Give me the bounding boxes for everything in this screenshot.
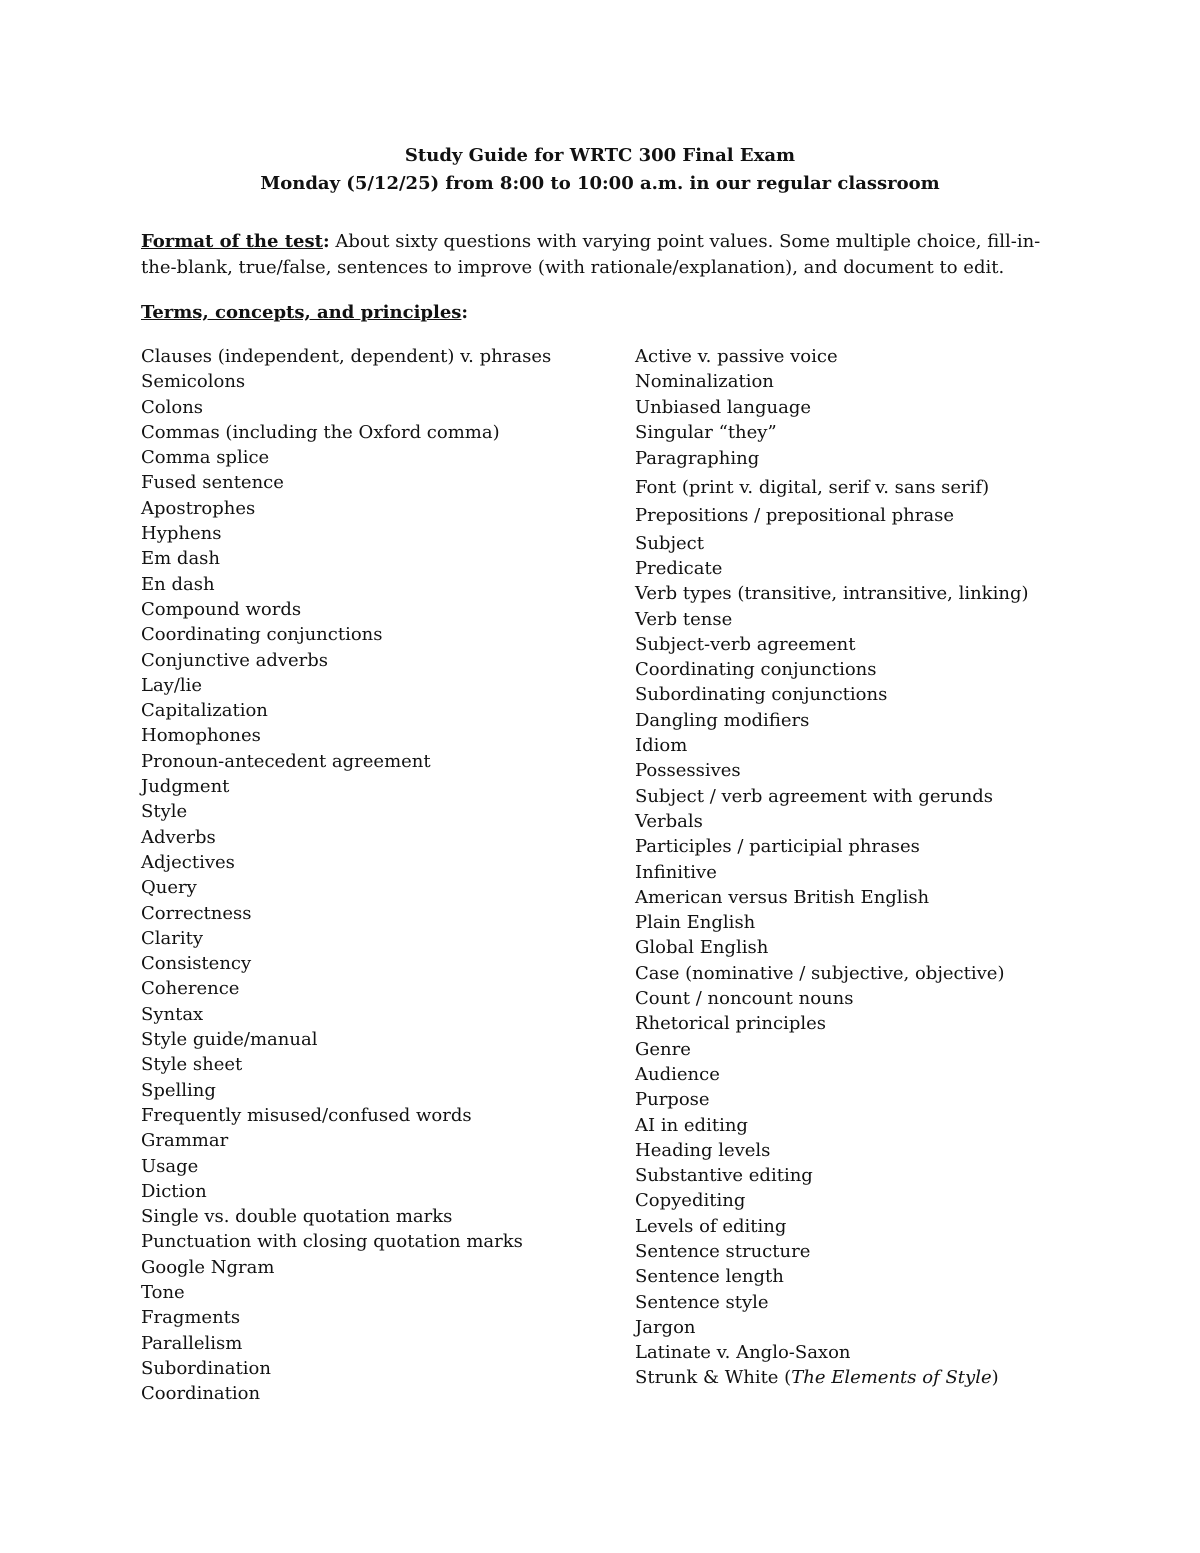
term-list-item: Coordination [141,1383,261,1405]
terms-heading [141,300,468,326]
term-list-item: Subject-verb agreement [635,633,856,655]
term-list-item: Rhetorical principles [635,1013,827,1035]
term-list-item: Pronoun-antecedent agreement [141,750,431,772]
term-list-item: Single vs. double quotation marks [141,1206,453,1228]
term-list-item: Conjunctive adverbs [141,649,329,671]
term-list-item: Possessives [635,760,741,782]
term-list-item: Idiom [635,735,688,757]
terms-heading-colon: : [461,302,469,323]
term-list-item: Usage [141,1155,199,1177]
term-list-item: Plain English [635,912,756,934]
term-list-item: Copyediting [635,1190,746,1212]
term-list-item: Adverbs [141,826,216,848]
term-list-item: Punctuation with closing quotation marks [141,1231,523,1253]
term-list-item: Sentence style [635,1291,769,1313]
term-list-item: Lay/lie [141,674,203,696]
term-list-item: Spelling [141,1079,216,1101]
term-list-item: Singular “they” [635,421,777,443]
terms-list-right [635,344,1155,1391]
term-list-item: Style guide/manual [141,1029,318,1051]
term-list-item: Participles / participial phrases [635,836,920,858]
term-list-item: Syntax [141,1003,204,1025]
test-format-paragraph [141,229,1061,281]
term-list-item: Genre [635,1038,691,1060]
page-title: Study Guide for WRTC 300 Final Exam [404,145,796,166]
term-list-item: Google Ngram [141,1256,275,1278]
term-list-item: Global English [635,937,769,959]
term-list-item: Coordinating conjunctions [635,659,877,681]
term-list-item: Em dash [141,548,221,570]
term-list-item: Subordinating conjunctions [635,684,888,706]
term-list-item: Active v. passive voice [635,346,838,367]
term-list-item: Capitalization [141,700,268,722]
term-text: ) [991,1367,999,1389]
term-list-item: Style [141,801,188,823]
term-list-item: Fused sentence [141,472,284,494]
term-list-item: Semicolons [141,371,246,393]
term-list-item: Paragraphing [635,448,760,470]
term-list-item: Compound words [141,598,302,620]
term-list-item: Heading levels [635,1139,771,1161]
term-list-item: Nominalization [635,371,774,393]
term-list-item: Case (nominative / subjective, objective) [635,962,1005,984]
term-list-item: Substantive editing [635,1165,813,1187]
term-text: Strunk & White ( [635,1367,792,1389]
test-format-line-1: Format of the test: About sixty questions with varying point values. Some multiple choice, fill-in- [141,231,1041,252]
term-list-item: Latinate v. Anglo-Saxon [635,1342,851,1364]
term-list-item: Query [141,877,197,899]
term-list-item: Colons [141,396,204,418]
term-list-item: Comma splice [141,447,270,469]
term-list-item: Commas (including the Oxford comma) [141,421,500,443]
term-list-item: Adjectives [141,851,235,873]
term-list-item: Dangling modifiers [635,709,810,731]
term-list-item: Frequently misused/confused words [141,1104,472,1126]
term-list-item: American versus British English [635,886,930,908]
term-list-item: Prepositions / prepositional phrase [635,505,954,527]
term-list-item: Levels of editing [635,1215,787,1237]
term-list-item: Verb tense [635,608,733,630]
term-list-item: Audience [635,1063,720,1085]
term-list-item: Jargon [635,1316,696,1338]
term-list-item: Clauses (independent, dependent) v. phrases [141,346,552,367]
term-list-item: Clarity [141,927,204,949]
term-list-item: Sentence structure [635,1241,811,1262]
term-list-item: Verb types (transitive, intransitive, linking) [635,583,1029,605]
term-list-item: Style sheet [141,1054,243,1076]
term-list-item: En dash [141,573,215,595]
term-list-item: Subject [635,532,704,554]
test-format-line-2: the-blank, true/false, sentences to improve (with rationale/explanation), and document to edit. [141,257,1005,278]
term-list-item: Parallelism [141,1332,243,1354]
term-list-item: Subordination [141,1357,271,1379]
term-list-item: Consistency [141,953,252,975]
exam-schedule-subtitle: Monday (5/12/25) from 8:00 to 10:00 a.m. in our regular classroom [260,173,940,194]
term-list-item: Apostrophes [141,497,256,519]
term-list-item: Coordinating conjunctions [141,624,383,646]
term-list-item: Predicate [635,557,723,579]
test-format-text-1: About sixty questions with varying point values. Some multiple choice, fill-in- [329,231,1041,252]
term-list-item: Sentence length [635,1266,784,1288]
term-list-item: Correctness [141,902,252,924]
term-list-item: Fragments [141,1307,241,1329]
term-list-item: Verbals [635,810,703,832]
term-list-item: Coherence [141,978,240,1000]
term-list-item: Diction [141,1180,207,1202]
term-list-item: Purpose [635,1089,710,1111]
terms-heading-label: Terms, concepts, and principles [141,302,462,323]
term-list-item: Grammar [141,1130,229,1152]
test-format-label: Format of the test [141,231,323,252]
term-list-item: Tone [141,1281,185,1303]
term-list-item: Hyphens [141,523,222,545]
term-list-item: Judgment [141,776,230,798]
terms-list-left [141,344,611,1406]
term-list-item: Homophones [141,725,261,747]
term-list-item: AI in editing [635,1114,748,1136]
term-list-item: Subject / verb agreement with gerunds [635,785,994,807]
term-list-item: Count / noncount nouns [635,988,854,1010]
book-title: The Elements of Style [791,1367,992,1389]
term-list-item: Font (print v. digital, serif v. sans serif) [635,476,990,498]
term-list-item: Infinitive [635,861,717,883]
term-list-item: Unbiased language [635,396,812,418]
term-list-item-strunk-white [635,1365,1155,1390]
